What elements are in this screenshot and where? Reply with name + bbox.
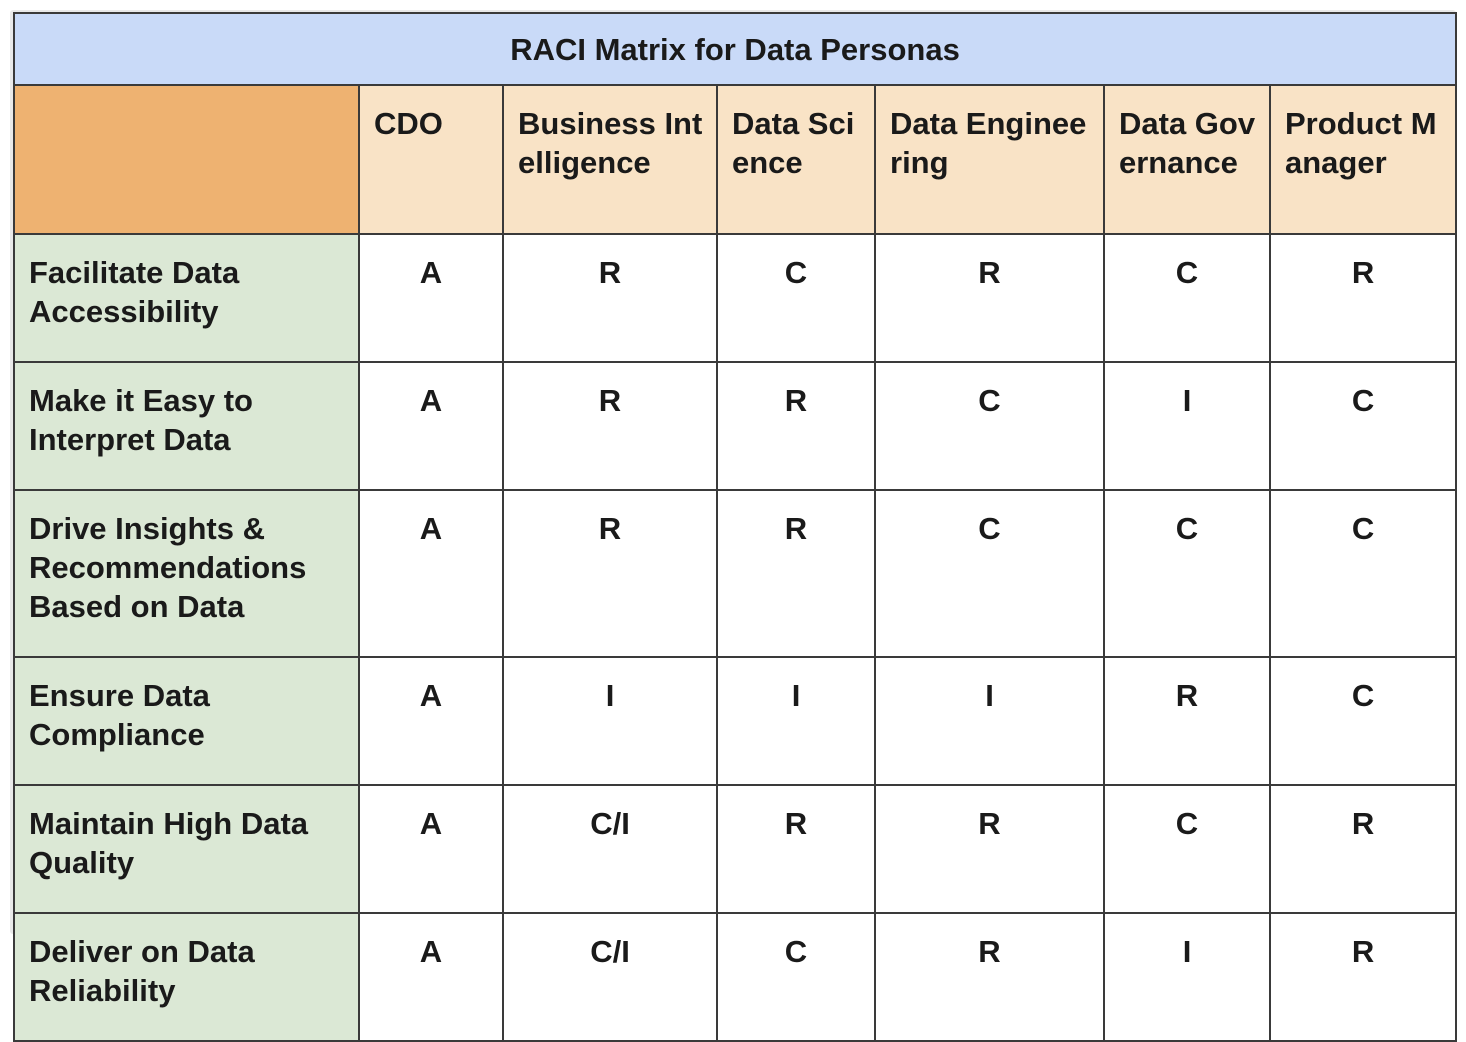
header-row (14, 85, 1456, 234)
raci-cell: R (503, 490, 717, 657)
row-header: Make it Easy to Interpret Data (14, 362, 359, 490)
raci-cell: C (1104, 234, 1270, 362)
raci-cell: R (875, 785, 1104, 913)
raci-cell: C (1270, 362, 1456, 490)
raci-cell: R (717, 785, 875, 913)
column-header-data-science: Data Science (717, 85, 875, 234)
raci-cell: C/I (503, 913, 717, 1041)
raci-cell: C (1270, 657, 1456, 785)
raci-cell: C (1104, 490, 1270, 657)
raci-cell: R (503, 362, 717, 490)
raci-cell: A (359, 490, 503, 657)
column-header-product-manager: Product Manager (1270, 85, 1456, 234)
raci-cell: R (717, 362, 875, 490)
raci-cell: I (875, 657, 1104, 785)
table-row (14, 785, 1456, 913)
raci-cell: R (1104, 657, 1270, 785)
row-header: Drive Insights & Recommendations Based on Data (14, 490, 359, 657)
raci-cell: I (717, 657, 875, 785)
raci-cell: C (1270, 490, 1456, 657)
row-header: Facilitate Data Accessibility (14, 234, 359, 362)
raci-cell: C (1104, 785, 1270, 913)
raci-cell: A (359, 785, 503, 913)
raci-cell: C (875, 362, 1104, 490)
table-title: RACI Matrix for Data Personas (14, 13, 1456, 85)
raci-cell: C (875, 490, 1104, 657)
column-header-data-engineering: Data Engineering (875, 85, 1104, 234)
row-header: Deliver on Data Reliability (14, 913, 359, 1041)
column-header-business-intelligence: Business Intelligence (503, 85, 717, 234)
raci-cell: A (359, 234, 503, 362)
raci-matrix-table (13, 12, 1457, 1042)
raci-cell: C (717, 234, 875, 362)
column-header-cdo: CDO (359, 85, 503, 234)
raci-cell: A (359, 657, 503, 785)
raci-cell: A (359, 362, 503, 490)
table-row (14, 657, 1456, 785)
row-header: Ensure Data Compliance (14, 657, 359, 785)
raci-cell: R (875, 913, 1104, 1041)
raci-cell: R (1270, 913, 1456, 1041)
row-header: Maintain High Data Quality (14, 785, 359, 913)
raci-cell: I (1104, 913, 1270, 1041)
raci-cell: R (503, 234, 717, 362)
table-row (14, 234, 1456, 362)
column-header-data-governance: Data Governance (1104, 85, 1270, 234)
raci-cell: I (503, 657, 717, 785)
raci-cell: R (717, 490, 875, 657)
table-row (14, 913, 1456, 1041)
raci-cell: A (359, 913, 503, 1041)
table-row (14, 362, 1456, 490)
title-row (14, 13, 1456, 85)
corner-cell (14, 85, 359, 234)
table-row (14, 490, 1456, 657)
raci-cell: R (1270, 234, 1456, 362)
raci-cell: R (875, 234, 1104, 362)
raci-cell: R (1270, 785, 1456, 913)
raci-cell: C/I (503, 785, 717, 913)
raci-cell: C (717, 913, 875, 1041)
raci-cell: I (1104, 362, 1270, 490)
